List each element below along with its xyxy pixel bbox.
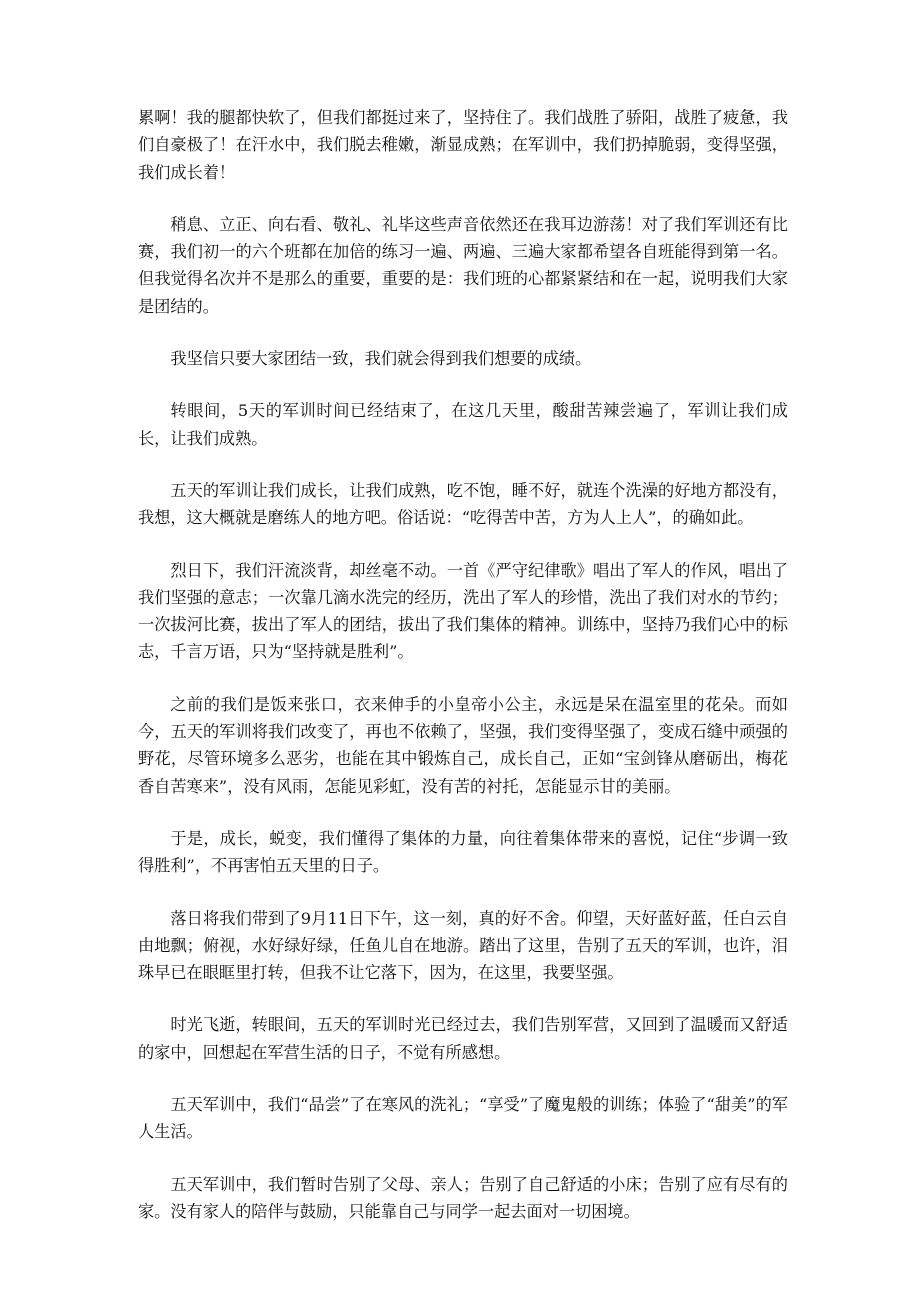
document-body <box>138 104 788 1250</box>
paragraph-11: 五天军训中，我们“品尝”了在寒风的洗礼；“享受”了魔鬼般的训练；体验了“甜美”的军人生活。 <box>138 1095 788 1142</box>
paragraph-8: 于是，成长，蜕变，我们懂得了集体的力量，向往着集体带来的喜悦，记住“步调一致得胜利”，不再害怕五天里的日子。 <box>138 828 788 876</box>
paragraph-4: 转眼间，5天的军训时间已经结束了，在这几天里，酸甜苦辣尝遍了，军训让我们成长，让我们成熟。 <box>138 401 788 448</box>
paragraph-9: 落日将我们带到了9月11日下午，这一刻，真的好不舍。仰望，天好蓝好蓝，任白云自由地飘；俯视，水好绿好绿，任鱼儿自在地游。踏出了这里，告别了五天的军训，也许，泪珠早已在眼眶里打转，但我不让它落下，因为，在这里，我要坚强。 <box>138 908 788 983</box>
paragraph-1: 累啊！我的腿都快软了，但我们都挺过来了，坚持住了。我们战胜了骄阳，战胜了疲惫，我们自豪极了！在汗水中，我们脱去稚嫩，渐显成熟；在军训中，我们扔掉脆弱，变得坚强，我们成长着！ <box>138 108 788 182</box>
paragraph-7: 之前的我们是饭来张口，衣来伸手的小皇帝小公主，永远是呆在温室里的花朵。而如今，五天的军训将我们改变了，再也不依赖了，坚强，我们变得坚强了，变成石缝中顽强的野花，尽管环境多么恶劣，也能在其中锻炼自己，成长自己，正如“宝剑锋从磨砺出，梅花香自苦寒来”，没有风雨，怎能见彩虹，没有苦的衬托，怎能显示甘的美丽。 <box>138 694 788 796</box>
paragraph-2: 稍息、立正、向右看、敬礼、礼毕这些声音依然还在我耳边游荡！对了我们军训还有比赛，我们初一的六个班都在加倍的练习一遍、两遍、三遍大家都希望各自班能得到第一名。但我觉得名次并不是那么的重要，重要的是：我们班的心都紧紧结和在一起，说明我们大家是团结的。 <box>138 214 788 316</box>
paragraph-6: 烈日下，我们汗流淡背，却丝毫不动。一首《严守纪律歌》唱出了军人的作风，唱出了我们坚强的意志；一次靠几滴水洗完的经历，洗出了军人的珍惜，洗出了我们对水的节约；一次拔河比赛，拔出了军人的团结，拔出了我们集体的精神。训练中，坚持乃我们心中的标志，千言万语，只为“坚持就是胜利”。 <box>138 560 788 662</box>
paragraph-12: 五天军训中，我们暂时告别了父母、亲人；告别了自己舒适的小床；告别了应有尽有的家。没有家人的陪伴与鼓励，只能靠自己与同学一起去面对一切困境。 <box>138 1174 788 1221</box>
paragraph-3: 我坚信只要大家团结一致，我们就会得到我们想要的成绩。 <box>170 349 592 369</box>
paragraph-5: 五天的军训让我们成长，让我们成熟，吃不饱，睡不好，就连个洗澡的好地方都没有，我想，这大概就是磨练人的地方吧。俗话说：“吃得苦中苦，方为人上人”，的确如此。 <box>138 480 788 528</box>
paragraph-10: 时光飞逝，转眼间，五天的军训时光已经过去，我们告别军营，又回到了温暖而又舒适的家中，回想起在军营生活的日子，不觉有所感想。 <box>138 1015 788 1062</box>
